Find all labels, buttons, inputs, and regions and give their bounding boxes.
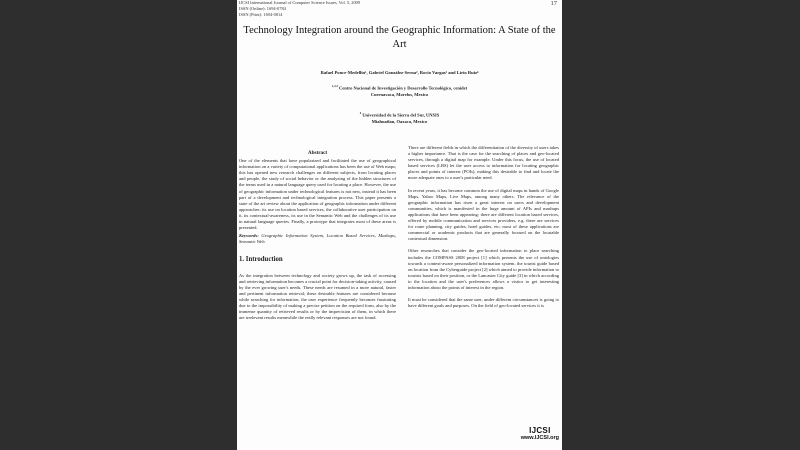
paper-title: Technology Integration around the Geographic Information: A State of the Art xyxy=(243,25,556,50)
introduction-paragraph: As the integration between technology and society grows up, the task of accessing and retrieving information becomes a crucial point for decision-taking activity, caused by the ever growing user's needs. These needs are resumed in a more natural, faster and pertinent information retrieval; these desirable features are considered because while searching for information, the user experience frequently becomes frustrating due to the impossibility of making a precise petition on the required form, also by the immense quantity of retrieved results or by the imprecision of them, in which there are irrelevant results meanwhile the really relevant responses are not found. xyxy=(239,272,396,321)
journal-name: IJCSI International Journal of Computer Science Issues, Vol. 5, 2009 xyxy=(239,0,361,5)
logo-mark: IJCSI xyxy=(529,426,551,435)
keywords xyxy=(239,233,396,245)
author-list: Rafael Ponce-Medellín¹, Gabriel González-Serna², Rocío Vargas³ and Lirio Ruiz⁴ xyxy=(320,70,479,75)
issn-print: ISSN (Print): 1694-0814 xyxy=(239,11,283,17)
paragraph-user-diversity: There are different fields in which the differentiation of the diversity of users takes a higher importance. That is the case for the searching of places and geo-located services, through a digital map for example. Under this focus, the use of located based services (LBS) let the user access to information for locating geographic places and points of interest (POIs), making this desirable to find and locate the more adequate ones to a user's particular need. xyxy=(408,145,559,181)
affiliation-mark: 1,2,3 xyxy=(331,84,338,88)
affiliation-location: Miahuatlan, Oaxaca, Mexico xyxy=(371,118,428,124)
issn-online: ISSN (Online): 1694-0784 xyxy=(239,5,286,11)
paper-page xyxy=(237,0,562,450)
abstract-heading: Abstract xyxy=(307,150,328,156)
paragraph-other-research: Other researches that consider the geo-located information to place searching includes the COMPASS 2008 project [1] which presents the use of ontologies towards a context-aware personalized information system, the tourist guide based on location from the Cyberguide project [2] which aimed to provide information to tourists based on their position, or the Lancaster City guide [3] in which according to the location and the user's preferences allows a visitor to get interesting information about the points of interest in the region. xyxy=(408,248,559,290)
keywords-text: Geographic Information System, Location Based Services, Mashups, Semantic Web. xyxy=(239,233,396,245)
affiliation-name: Universidad de la Sierra del Sur, UNSIS xyxy=(361,112,440,118)
affiliation-unsis xyxy=(237,110,562,125)
affiliation-cenidet xyxy=(237,83,562,98)
abstract-text: One of the elements that have popularized and facilitated the use of geographical information on a variety of computational applications has been the use of Web maps; this has opened new research challenges on different subjects, from locating places and people, the study of social behavior or the analyzing of the hidden structures of the terms used in a natural language query used for locating a place. However, the use of geographic information under technological features is not new, instead it has been part of a development and technological integration process. This paper presents a state of the art review about the application of geographic information under different approaches: its use on location based services, the collaborative user participation on it, its contextual-awareness, its use in the Semantic Web and the challenges of its use in natural language queries. Finally, a prototype that integrates most of these areas is presented. xyxy=(239,158,396,231)
ijcsi-logo xyxy=(521,426,559,441)
right-column xyxy=(408,145,559,315)
left-column xyxy=(239,150,396,327)
paragraph-digital-maps: In recent years, it has become common the use of digital maps in hands of Google Maps, Yahoo Maps, Live Maps, among many others. The relevance of the geographic information has risen a great interest on users and development communities, which is manifested in the huge amount of APIs and mashups applications that have been appearing; there are different location based services, offered by mobile communication and services providers, e.g. there are services for route planning, city guides, hotel guides, etc; most of these applications are commercial or academic products that are generally focused on the locatable contextual dimension. xyxy=(408,187,559,242)
affiliation-mark: 4 xyxy=(359,111,362,115)
keywords-label: Keywords: xyxy=(239,233,259,239)
paragraph-user-goals: It must be considered that the same user, under different circumstances is going to have different goals and purposes. On the field of geo-located services it is xyxy=(408,297,559,309)
page-number: 17 xyxy=(550,0,557,7)
journal-header xyxy=(239,0,360,17)
affiliation-location: Cuernavaca, Morelos, Mexico xyxy=(370,91,429,97)
affiliation-name: Centro Nacional de Investigación y Desarrollo Tecnológico, cenidet xyxy=(337,85,468,91)
journal-url: www.IJCSI.org xyxy=(520,435,559,441)
section-heading-introduction: 1. Introduction xyxy=(239,256,283,264)
